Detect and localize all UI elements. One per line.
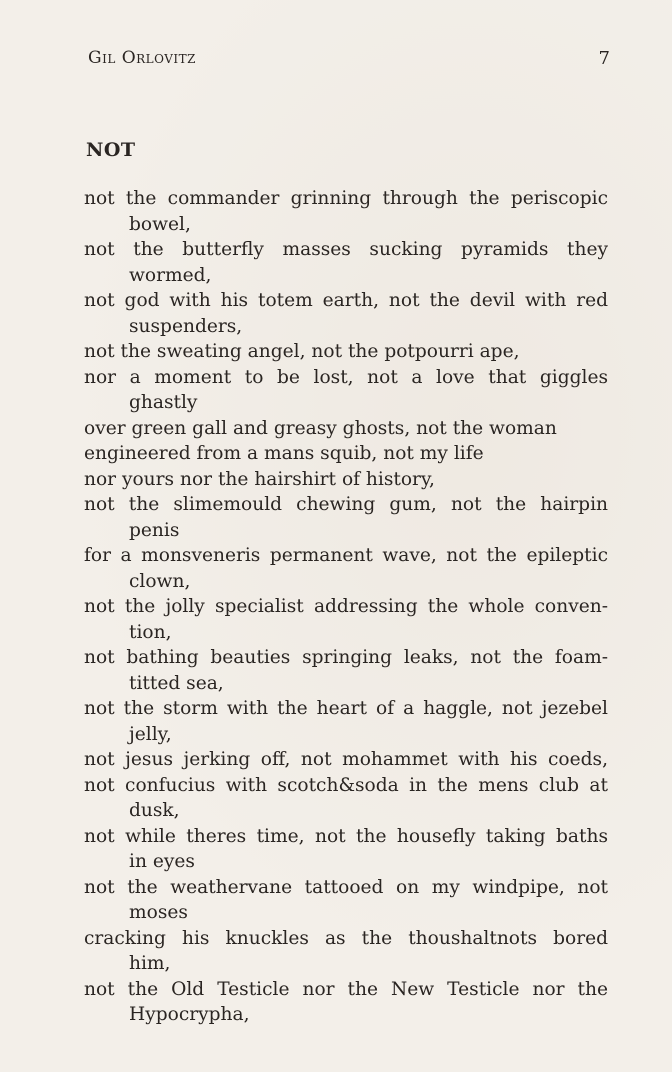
poem-line: not confucius with scotch&soda in the mens club at <box>84 774 608 796</box>
poem-line: not god with his totem earth, not the devil with red <box>84 290 608 311</box>
poem-line: not the slimemould chewing gum, not the hairpin <box>84 494 608 515</box>
poem-line: not while theres time, not the housefly taking baths <box>84 825 608 847</box>
poem-line-continuation: wormed, <box>129 264 212 286</box>
poem-line: not the sweating angel, not the potpourri ape, <box>84 341 520 362</box>
poem-line-continuation: bowel, <box>129 213 191 235</box>
poem-line: not the jolly specialist addressing the whole conven- <box>84 596 608 617</box>
poem-line-continuation: dusk, <box>129 800 180 821</box>
poem-line-continuation: jelly, <box>129 723 172 745</box>
poem-line: not the Old Testicle nor the New Testicle nor the <box>84 978 608 1000</box>
poem-line: engineered from a mans squib, not my life <box>84 443 484 464</box>
poem-line: over green gall and greasy ghosts, not the woman <box>84 417 557 439</box>
page-number: 7 <box>598 48 610 69</box>
poem-line-continuation: him, <box>129 953 171 974</box>
poem-line-continuation: penis <box>129 519 180 541</box>
poem-line: not the commander grinning through the periscopic <box>84 188 608 209</box>
poem-line-continuation: suspenders, <box>129 315 243 337</box>
poem-line: not bathing beauties springing leaks, not the foam- <box>84 647 608 668</box>
poem-line-continuation: titted sea, <box>129 672 224 694</box>
running-head <box>88 48 610 76</box>
poem-line: not jesus jerking off, not mohammet with his coeds, <box>84 749 608 770</box>
poem-line: cracking his knuckles as the thoushaltnots bored <box>84 927 608 949</box>
poem-line: not the storm with the heart of a haggle, not jezebel <box>84 698 608 719</box>
poem-title: NOT <box>86 139 136 161</box>
poem-line-continuation: in eyes <box>129 851 195 872</box>
poem-line-continuation: tion, <box>129 621 172 643</box>
poem-line: nor a moment to be lost, not a love that giggles <box>84 366 608 388</box>
poem-line-continuation: ghastly <box>129 392 198 413</box>
poem-body <box>84 186 608 1028</box>
poem-line-continuation: moses <box>129 902 188 923</box>
poem-line: not the weathervane tattooed on my windpipe, not <box>84 876 608 898</box>
poem-line: nor yours nor the hairshirt of history, <box>84 468 435 490</box>
author-name: Gil Orlovitz <box>88 48 197 68</box>
poem-line: for a monsveneris permanent wave, not the epileptic <box>84 545 608 566</box>
poem-line-continuation: clown, <box>129 570 191 592</box>
poem-line-continuation: Hypocrypha, <box>129 1004 250 1025</box>
poem-line: not the butterfly masses sucking pyramids they <box>84 239 608 260</box>
